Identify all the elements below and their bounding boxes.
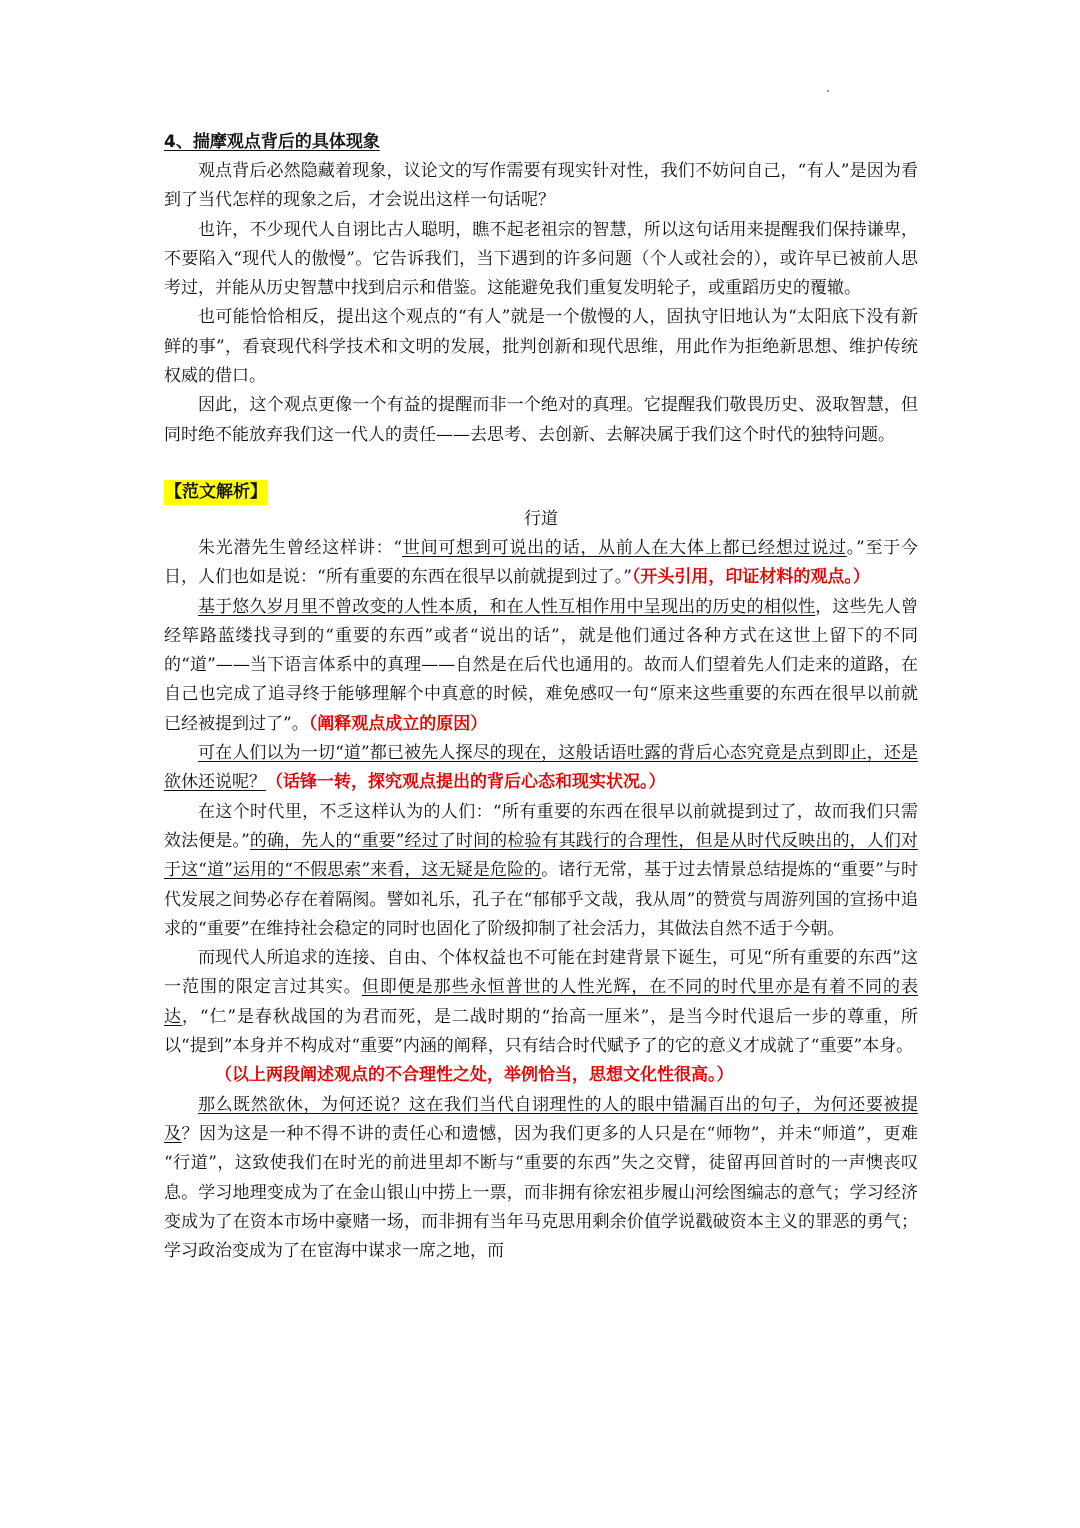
- underlined-text: 的确，先人的“重要”经过了时间的检验有其践行的合理性，但是从时代反映出的，人们对于这“道”运用的“不假思索”来看，这无疑是危险的: [164, 830, 918, 881]
- annotation-line: [164, 1061, 918, 1090]
- text-run: 而现代人所追求的连接、自由、个体权益也不可能在封建背景下诞生，可见“所有重要的东西”这一范围的限定言过其实。: [164, 948, 918, 998]
- document-page: [164, 128, 918, 1266]
- essay-title: 行道: [524, 508, 558, 529]
- underlined-text: 那么既然欲休，为何还说？这在我们当代自诩理性的人的眼中错漏百出的句子，为何还要被提及: [164, 1094, 918, 1144]
- section-4-paragraph-1: 观点背后必然隐藏着现象，议论文的写作需要有现实针对性，我们不妨问自己，“有人”是因为看到了当代怎样的现象之后，才会说出这样一句话呢？: [164, 161, 918, 211]
- section-4-paragraph-4: 因此，这个观点更像一个有益的提醒而非一个绝对的真理。它提醒我们敬畏历史、汲取智慧，但同时绝不能放弃我们这一代人的责任——去思考、去创新、去解决属于我们这个时代的独特问题。: [164, 395, 918, 445]
- essay-paragraph-3: [164, 739, 918, 798]
- section-4-paragraph-3: 也可能恰恰相反，提出这个观点的“有人”就是一个傲慢的人，固执守旧地认为“太阳底下没有新鲜的事”，看衰现代科学技术和文明的发展，批判创新和现代思维，用此作为拒绝新思想、维护传统权威的借口。: [164, 307, 918, 387]
- text-run: ？因为这是一种不得不讲的责任心和遗憾，因为我们更多的人只是在“师物”，并未“师道”，更难 “行道”，这致使我们在时光的前进里却不断与“重要的东西”失之交臂，徒留再回首时的一声懊丧叹息。学习地理变成为了在金山银山中捞上一票，而非拥有徐宏祖步履山河绘图编志的意气；学习经济变成为了在资本市场中豪赌一场，而非拥有当年马克思用剩余价值学说戳破资本主义的罪恶的勇气；学习政治变成为了在宦海中谋求一席之地，而: [164, 1123, 919, 1262]
- essay-paragraph-6: [164, 1091, 918, 1267]
- annotation-note: （话锋一转，探究观点提出的背后心态和现实状况。）: [266, 772, 666, 793]
- underlined-text: 基于悠久岁月里不曾改变的人性本质，和在人性互相作用中呈现出的历史的相似性: [198, 596, 816, 617]
- essay-paragraph-1: [164, 534, 918, 593]
- essay-paragraph-4: [164, 798, 918, 944]
- underlined-text: 但即便是那些永恒普世的人性光辉，在不同的时代里亦是有着不同的表达: [164, 977, 919, 1027]
- analysis-tag: 【范文解析】: [164, 480, 268, 505]
- essay-paragraph-2: [164, 593, 918, 739]
- text-run: 。诸行无常，基于过去情景总结提炼的“重要”与时代发展之间势必存在着隔阂。譬如礼乐，孔子在“郁郁乎文哉，我从周”的赞赏与周游列国的宣扬中追求的“重要”在维持社会稳定的同时也固化了阶级抑制了社会活力，其做法自然不适于今朝。: [164, 860, 918, 939]
- section-4-heading: 4、揣摩观点背后的具体现象: [164, 132, 380, 152]
- text-run: 在这个时代里，不乏这样认为的人们：“所有重要的东西在很早以前就提到过了，故而我们只需效法便是。”: [164, 801, 918, 851]
- text-run: 。”至于今日，人们也如是说：“所有重要的东西在很早以前就提到过了。”: [164, 537, 918, 588]
- scan-speck: [827, 90, 829, 92]
- essay-paragraph-5: [164, 944, 918, 1061]
- text-run: 朱光潜先生曾经这样讲：“: [198, 537, 403, 558]
- underlined-text: 世间可想到可说出的话，从前人在大体上都已经想过说过: [402, 537, 847, 558]
- text-run: ，“仁”是春秋战国的为君而死，是二战时期的“抬高一厘米”，是当今时代退后一步的尊重，所以“提到”本身并不构成对“重要”内涵的阐释，只有结合时代赋予了的它的意义才成就了“重要”本身。: [164, 1006, 919, 1057]
- underlined-text: 可在人们以为一切“道”都已被先人探尽的现在，这般话语吐露的背后心态究竟是点到即止，还是欲休还说呢？: [164, 743, 918, 793]
- text-run: ，这些先人曾经筚路蓝缕找寻到的“重要的东西”或者“说出的话”，就是他们通过各种方式在这世上留下的不同的“道”——当下语言体系中的真理——自然是在后代也通用的。故而人们望着先人们走来的道路，在自己也完成了追寻终于能够理解个中真意的时候，难免感叹一句“原来这些重要的东西在很早以前就已经被提到过了”。: [164, 596, 919, 734]
- annotation-note: （开头引用，印证材料的观点。）: [631, 567, 870, 588]
- section-4-paragraph-2: 也许，不少现代人自诩比古人聪明，瞧不起老祖宗的智慧，所以这句话用来提醒我们保持谦卑，不要陷入“现代人的傲慢”。它告诉我们，当下遇到的许多问题（个人或社会的），或许早已被前人思考过，并能从历史智慧中找到启示和借鉴。这能避免我们重复发明轮子，或重蹈历史的覆辙。: [164, 219, 918, 299]
- annotation-note: （阐释观点成立的原因）: [308, 713, 488, 734]
- annotation-note: （以上两段阐述观点的不合理性之处，举例恰当，思想文化性很高。）: [215, 1065, 734, 1086]
